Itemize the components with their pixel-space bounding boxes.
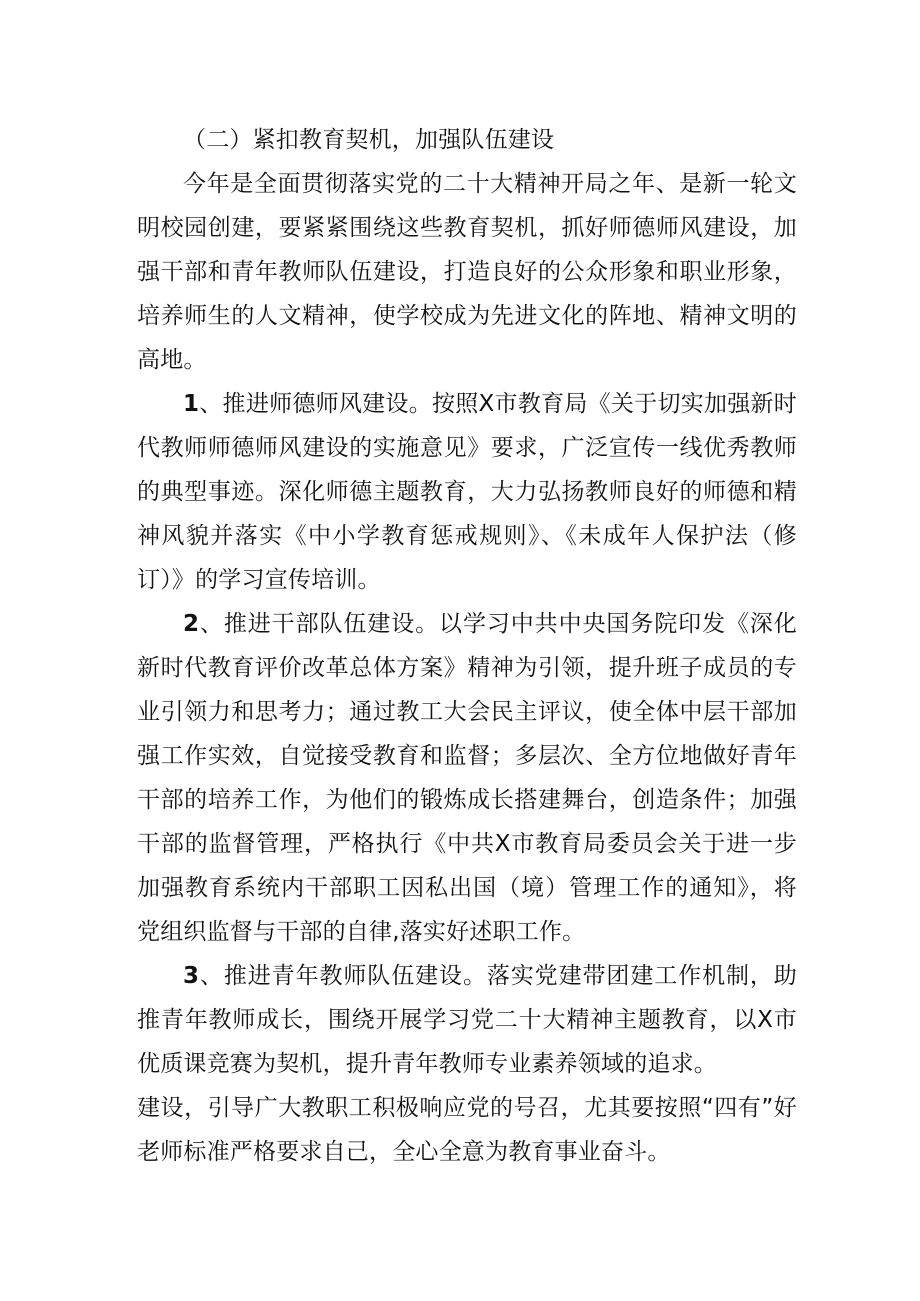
item-text-1: 、推进师德师风建设。按照X市教育局《关于切实加强新时代教师师德师风建设的实施意见》要求，广泛宣传一线优秀教师的典型事迹。深化师德主题教育，大力弘扬教师良好的师德和精神风貌并落实《中小学教育惩戒规则》、《未成年人保护法（修订）》的学习宣传培训。 [137, 391, 797, 593]
item-text-3: 、推进青年教师队伍建设。落实党建带团建工作机制，助推青年教师成长，围绕开展学习党二十大精神主题教育，以X市优质课竞赛为契机，提升青年教师专业素养领域的追求。 [137, 963, 797, 1077]
item-text-2: 、推进干部队伍建设。以学习中共中央国务院印发《深化新时代教育评价改革总体方案》精神为引领，提升班子成员的专业引领力和思考力；通过教工大会民主评议，使全体中层干部加强工作实效，自觉接受教育和监督；多层次、全方位地做好青年干部的培养工作，为他们的锻炼成长搭建舞台，创造条件；加强干部的监督管理，严格执行《中共X市教育局委员会关于进一步加强教育系统内干部职工因私出国（境）管理工作的通知》，将党组织监督与干部的自律,落实好述职工作。 [137, 611, 797, 945]
intro-paragraph: 今年是全面贯彻落实党的二十大精神开局之年、是新一轮文明校园创建，要紧紧围绕这些教育契机，抓好师德师风建设，加强干部和青年教师队伍建设，打造良好的公众形象和职业形象，培养师生的人文精神，使学校成为先进文化的阵地、精神文明的高地。 [137, 171, 797, 373]
item-number-3: 3 [183, 963, 200, 989]
section-heading: （二）紧扣教育契机，加强队伍建设 [183, 127, 555, 153]
closing-paragraph: 建设，引导广大教职工积极响应党的号召，尤其要按照“四有”好老师标准严格要求自己，全心全意为教育事业奋斗。 [137, 1095, 797, 1165]
item-number-1: 1 [183, 391, 200, 417]
document-body [137, 118, 797, 1174]
item-number-2: 2 [183, 611, 200, 637]
item-paragraph-2 [137, 602, 797, 954]
item-paragraph-3 [137, 954, 797, 1086]
item-paragraph-1 [137, 382, 797, 602]
